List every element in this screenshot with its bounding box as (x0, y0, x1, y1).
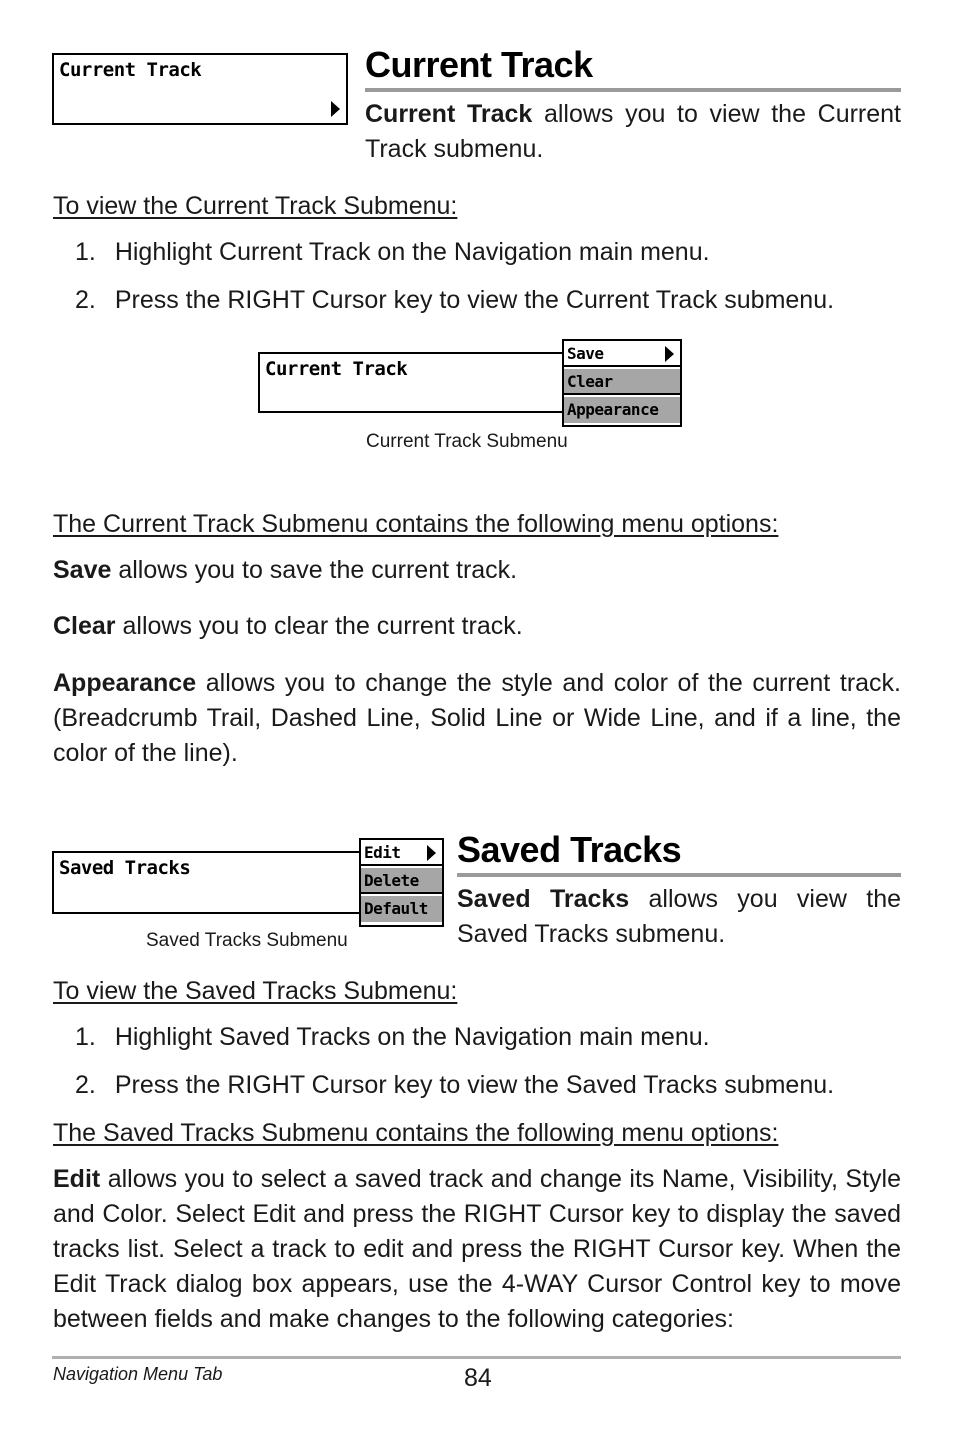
current-track-menu-item[interactable] (258, 352, 564, 413)
current-track-submenu (562, 339, 682, 427)
saved-tracks-menu-item[interactable] (52, 851, 360, 914)
submenu-item-clear[interactable] (564, 369, 680, 395)
option-save (53, 553, 901, 588)
saved-tracks-figure-caption: Saved Tracks Submenu (146, 930, 348, 951)
option-text: allows you to change the style and color of the current track. (Breadcrumb Trail, Dashed Line, Solid Line or Wide Line, and if a line, the color of the line). (53, 669, 901, 767)
option-text: allows you to save the current track. (111, 556, 518, 584)
option-term: Edit (53, 1165, 101, 1193)
step-text: Press the RIGHT Cursor key to view the Current Track submenu. (114, 286, 835, 314)
saved-tracks-intro-text: allows you view the Saved Tracks submenu. (457, 885, 902, 948)
option-edit (53, 1162, 901, 1337)
submenu-item-label: Clear (567, 372, 613, 391)
saved-tracks-submenu (359, 838, 444, 927)
step-text: Press the RIGHT Cursor key to view the Saved Tracks submenu. (114, 1071, 835, 1099)
submenu-item-appearance[interactable] (564, 397, 680, 423)
step-number: 1. (75, 238, 96, 266)
current-track-intro-term: Current Track (365, 100, 533, 128)
step-number: 2. (75, 1071, 96, 1099)
submenu-item-default[interactable] (361, 896, 442, 922)
footer-section-name: Navigation Menu Tab (53, 1364, 223, 1384)
current-track-intro-text: allows you to view the Current Track submenu. (365, 100, 901, 163)
heading-rule (457, 873, 901, 877)
submenu-item-label: Edit (364, 843, 401, 862)
option-term: Clear (53, 612, 116, 640)
saved-tracks-heading: Saved Tracks (457, 829, 682, 870)
current-track-figure-caption: Current Track Submenu (366, 431, 568, 452)
saved-tracks-step-2 (75, 1068, 834, 1103)
saved-tracks-step-1 (75, 1020, 710, 1055)
current-track-menu-label: Current Track (59, 59, 202, 81)
current-track-menu-label: Current Track (265, 358, 408, 380)
option-clear (53, 609, 901, 644)
current-track-options-heading: The Current Track Submenu contains the following menu options: (53, 510, 779, 538)
saved-tracks-submenu-figure (52, 838, 444, 928)
step-text: Highlight Saved Tracks on the Navigation main menu. (114, 1023, 710, 1051)
right-arrow-icon (427, 845, 436, 861)
submenu-item-delete[interactable] (361, 868, 442, 894)
option-appearance (53, 666, 901, 771)
current-track-step-2 (75, 283, 834, 318)
current-track-heading: Current Track (365, 44, 593, 85)
submenu-item-label: Appearance (567, 400, 659, 419)
step-text: Highlight Current Track on the Navigation main menu. (114, 238, 710, 266)
saved-tracks-menu-label: Saved Tracks (59, 857, 191, 879)
right-arrow-icon (331, 101, 340, 117)
step-number: 2. (75, 286, 96, 314)
saved-tracks-options-heading: The Saved Tracks Submenu contains the following menu options: (53, 1119, 779, 1147)
current-track-intro (365, 97, 901, 167)
saved-tracks-intro (457, 882, 901, 952)
step-number: 1. (75, 1023, 96, 1051)
current-track-menu-item[interactable] (52, 53, 348, 125)
saved-tracks-intro-term: Saved Tracks (457, 885, 630, 913)
option-term: Save (53, 556, 112, 584)
submenu-item-label: Save (567, 344, 604, 363)
option-text: allows you to clear the current track. (115, 612, 523, 640)
heading-rule (365, 88, 901, 92)
submenu-item-label: Default (364, 899, 428, 918)
submenu-item-save[interactable] (564, 341, 680, 367)
footer-rule (52, 1356, 901, 1359)
right-arrow-icon (665, 346, 674, 362)
current-track-step-1 (75, 235, 710, 270)
current-track-howto-heading: To view the Current Track Submenu: (53, 192, 458, 220)
option-text: allows you to select a saved track and change its Name, Visibility, Style and Color. Select Edit and press the RIGHT Cursor key to display the saved tracks list. Select a track to edit and press the RIGHT Cursor key. When the Edit Track dialog box appears, use the 4-WAY Cursor Control key to move between fields and make changes to the following categories: (53, 1165, 901, 1333)
submenu-item-label: Delete (364, 871, 419, 890)
submenu-item-edit[interactable] (361, 840, 442, 866)
current-track-submenu-figure (258, 339, 682, 427)
option-term: Appearance (53, 669, 197, 697)
saved-tracks-howto-heading: To view the Saved Tracks Submenu: (53, 977, 458, 1005)
page-number: 84 (464, 1364, 492, 1392)
